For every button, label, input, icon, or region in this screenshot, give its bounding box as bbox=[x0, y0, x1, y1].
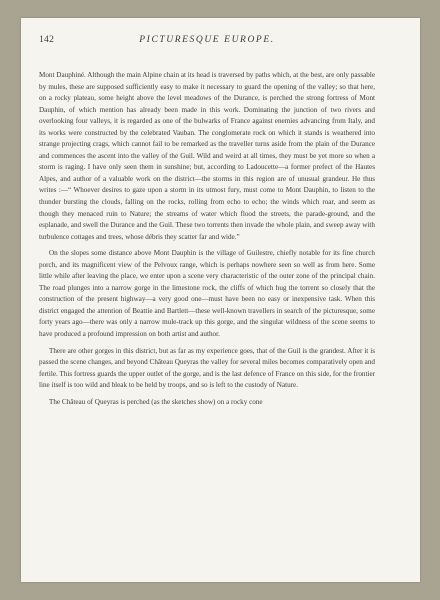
body-text bbox=[39, 70, 375, 413]
page-number: 142 bbox=[39, 35, 55, 45]
paragraph: On the slopes some distance above Mont Dauphin is the village of Guilestre, chiefly notable for its fine church porch, and its magnificent view of the Pelvoux range, which is perhaps nowhere seen so well as from here. Some little while after leaving the place, we enter upon a scene very characteristic of the outer zone of the principal chain. The road plunges into a narrow gorge in the limestone rock, the cliffs of which hug the torrent so closely that the construction of the present highway—a very good one—must have been no easy or inexpensive task. When this district engaged the attention of Beattie and Bartlett—these well-known travellers in search of the picturesque, some forty years ago—there was only a narrow mule-track up this gorge, and the singular wildness of the scene seems to have produced a profound impression on both artist and author. bbox=[39, 249, 375, 339]
page-header bbox=[39, 35, 375, 49]
running-title: PICTURESQUE EUROPE. bbox=[139, 35, 275, 45]
paragraph: Mont Dauphiné. Although the main Alpine chain at its head is traversed by paths which, at the best, are only passable by mules, these are supposed sufficiently easy to make it necessary to guard the opening of the valley; so that here, on a rocky plateau, some height above the level meadows of the Durance, is perched the strong fortress of Mont Dauphin, of which mention has already been made in this work. Dominating the junction of two rivers and overlooking four valleys, it is regarded as one of the bulwarks of France against enemies advancing from Italy, and its works were constructed by the celebrated Vauban. The conglomerate rock on which it stands is weathered into strange projecting crags, which cannot fail to be remarked as the traveller turns aside from the plain of the Durance and commences the ascent into the valley of the Guil. Wild and weird at all times, they must be yet more so when a storm is raging. I have only seen them in sunshine; but, according to Ladoucette—a former prefect of the Hautes Alpes, and author of a valuable work on the district—the storms in this region are of unusual grandeur. He thus writes :—“ Whoever desires to gaze upon a storm in its utmost fury, must come to Mont Dauphin, to listen to the thunder bursting the clouds, falling on the rocks, rolling from echo to echo; the winds which roar, and seem as though they menaced ruin to Nature; the streams of water which flood the streets, the parade-ground, and the esplanade, and swell the Durance and the Guil. These two torrents then invade the whole plain, and sweep away with turbulence cottages and trees, whose débris they scatter far and wide.” bbox=[39, 71, 375, 241]
paragraph: The Château of Queyras is perched (as the sketches show) on a rocky cone bbox=[49, 397, 263, 406]
paragraph: There are other gorges in this district, but as far as my experience goes, that of the Guil is the grandest. After it is passed the scene changes, and beyond Château Queyras the valley for several miles becomes comparatively open and fertile. This fortress guards the upper outlet of the gorge, and is the last defence of France on this side, for the frontier line itself is too wild and bleak to be held by troops, and so is left to the custody of Nature. bbox=[39, 346, 375, 390]
